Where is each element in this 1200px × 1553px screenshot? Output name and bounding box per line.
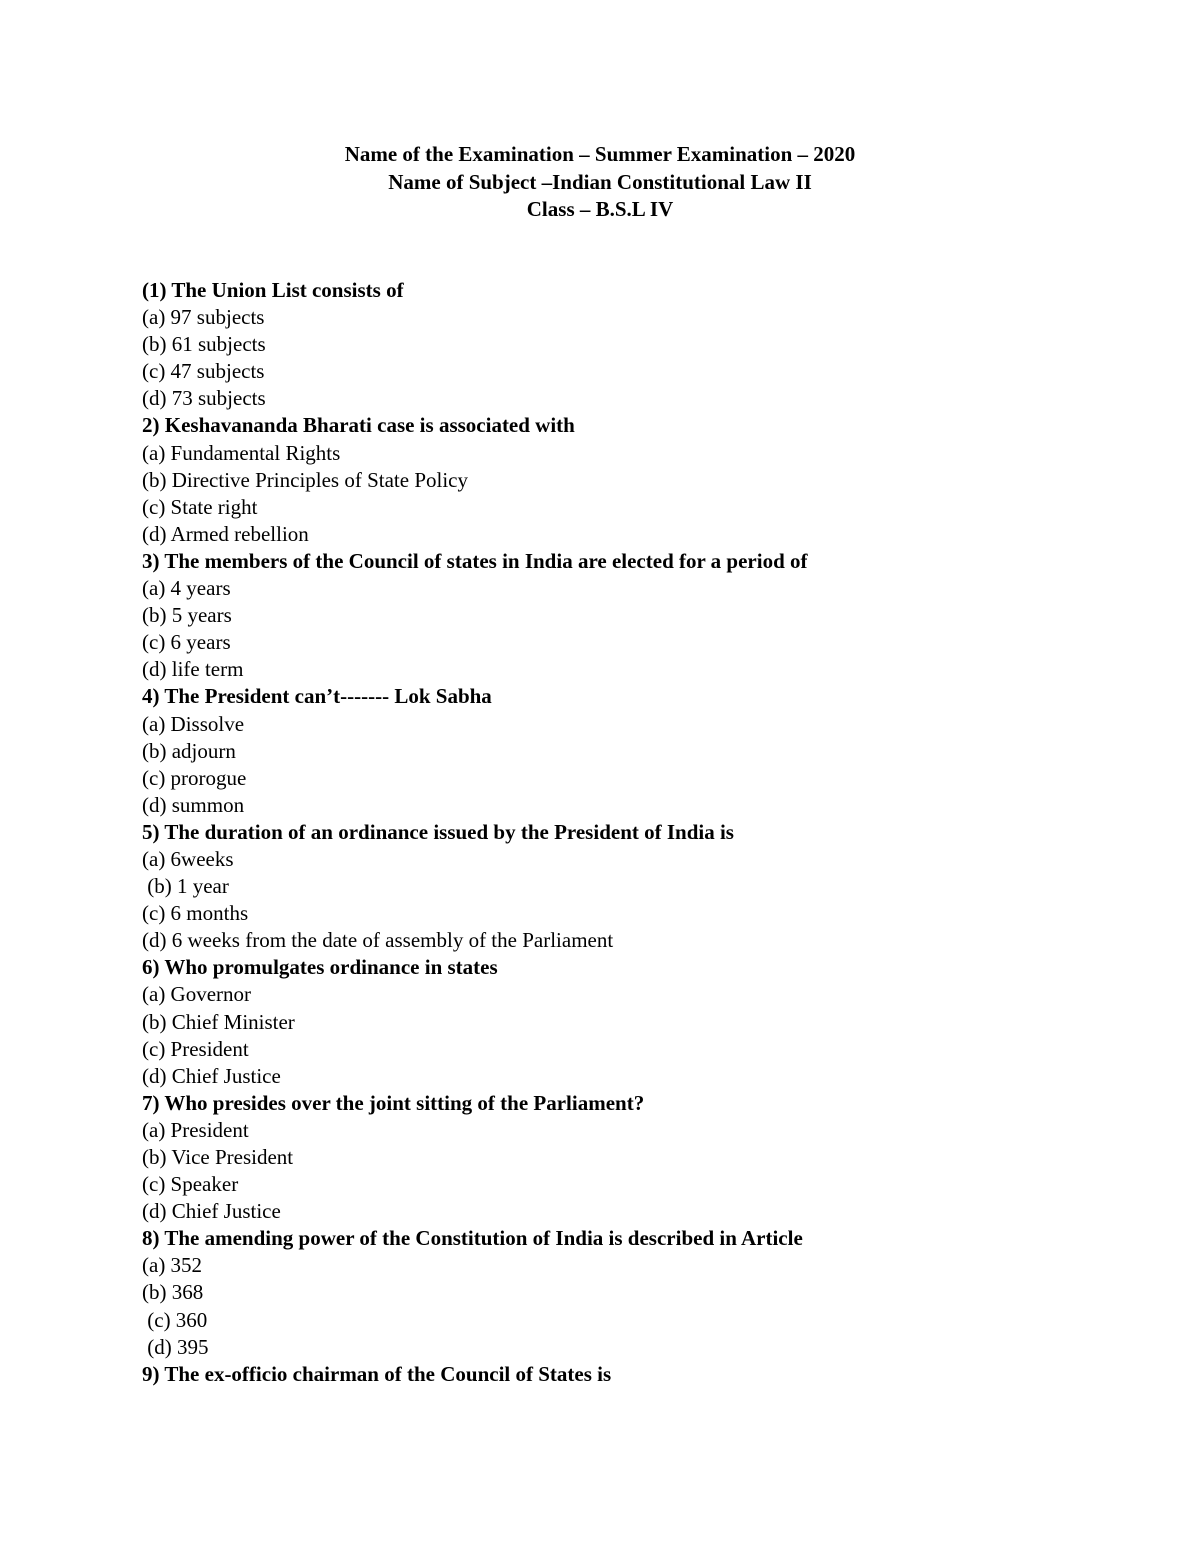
answer-option: (c) 6 months (142, 901, 249, 926)
question-text: 4) The President can’t------- Lok Sabha (142, 684, 492, 709)
answer-option: (c) 360 (142, 1307, 208, 1332)
question-text: 9) The ex-officio chairman of the Council of States is (142, 1361, 612, 1386)
question-text: 2) Keshavananda Bharati case is associated with (142, 413, 575, 438)
answer-option: (d) Chief Justice (142, 1199, 281, 1224)
question-text: 3) The members of the Council of states in India are elected for a period of (142, 548, 808, 573)
answer-option: (c) State right (142, 494, 258, 519)
answer-option: (c) 6 years (142, 630, 231, 655)
answer-option: (b) 5 years (142, 603, 232, 628)
answer-option: (d) Chief Justice (142, 1063, 281, 1088)
answer-option: (c) 47 subjects (142, 359, 265, 384)
answer-option: (b) 61 subjects (142, 332, 266, 357)
subject-name: Name of Subject –Indian Constitutional Law II (388, 169, 812, 194)
answer-option: (b) adjourn (142, 738, 236, 763)
exam-name: Name of the Examination – Summer Examination – 2020 (344, 142, 856, 166)
answer-option: (a) 97 subjects (142, 305, 265, 330)
question-block (142, 277, 1142, 412)
question-text: 6) Who promulgates ordinance in states (142, 955, 498, 980)
answer-option: (b) Chief Minister (142, 1009, 295, 1034)
answer-option: (c) prorogue (142, 765, 247, 790)
answer-option: (a) 352 (142, 1253, 203, 1278)
question-block (142, 1225, 1142, 1360)
answer-option: (a) 4 years (142, 576, 231, 601)
question-block (142, 819, 1142, 954)
exam-header (0, 141, 1200, 224)
question-list (142, 277, 1142, 1388)
question-block (142, 1090, 1142, 1225)
answer-option: (d) 73 subjects (142, 386, 266, 411)
answer-option: (d) 6 weeks from the date of assembly of the Parliament (142, 928, 614, 953)
question-block (142, 412, 1142, 547)
question-block (142, 1361, 1142, 1388)
answer-option: (d) summon (142, 792, 245, 817)
answer-option: (a) 6weeks (142, 846, 234, 871)
answer-option: (d) 395 (142, 1334, 209, 1359)
question-text: 5) The duration of an ordinance issued by the President of India is (142, 819, 734, 844)
question-block (142, 954, 1142, 1089)
answer-option: (c) President (142, 1036, 249, 1061)
question-block (142, 548, 1142, 683)
answer-option: (a) President (142, 1117, 249, 1142)
answer-option: (b) Directive Principles of State Policy (142, 467, 469, 492)
answer-option: (a) Fundamental Rights (142, 440, 341, 465)
answer-option: (a) Dissolve (142, 711, 245, 736)
class-name: Class – B.S.L IV (526, 197, 674, 221)
answer-option: (c) Speaker (142, 1172, 239, 1197)
answer-option: (a) Governor (142, 982, 252, 1007)
answer-option: (b) 368 (142, 1280, 204, 1305)
answer-option: (b) Vice President (142, 1145, 294, 1169)
answer-option: (d) Armed rebellion (142, 521, 309, 546)
question-text: 7) Who presides over the joint sitting of the Parliament? (142, 1090, 645, 1115)
question-text: (1) The Union List consists of (142, 278, 404, 302)
question-text: 8) The amending power of the Constitution of India is described in Article (142, 1226, 803, 1251)
answer-option: (b) 1 year (142, 874, 229, 899)
answer-option: (d) life term (142, 657, 244, 682)
question-block (142, 683, 1142, 818)
